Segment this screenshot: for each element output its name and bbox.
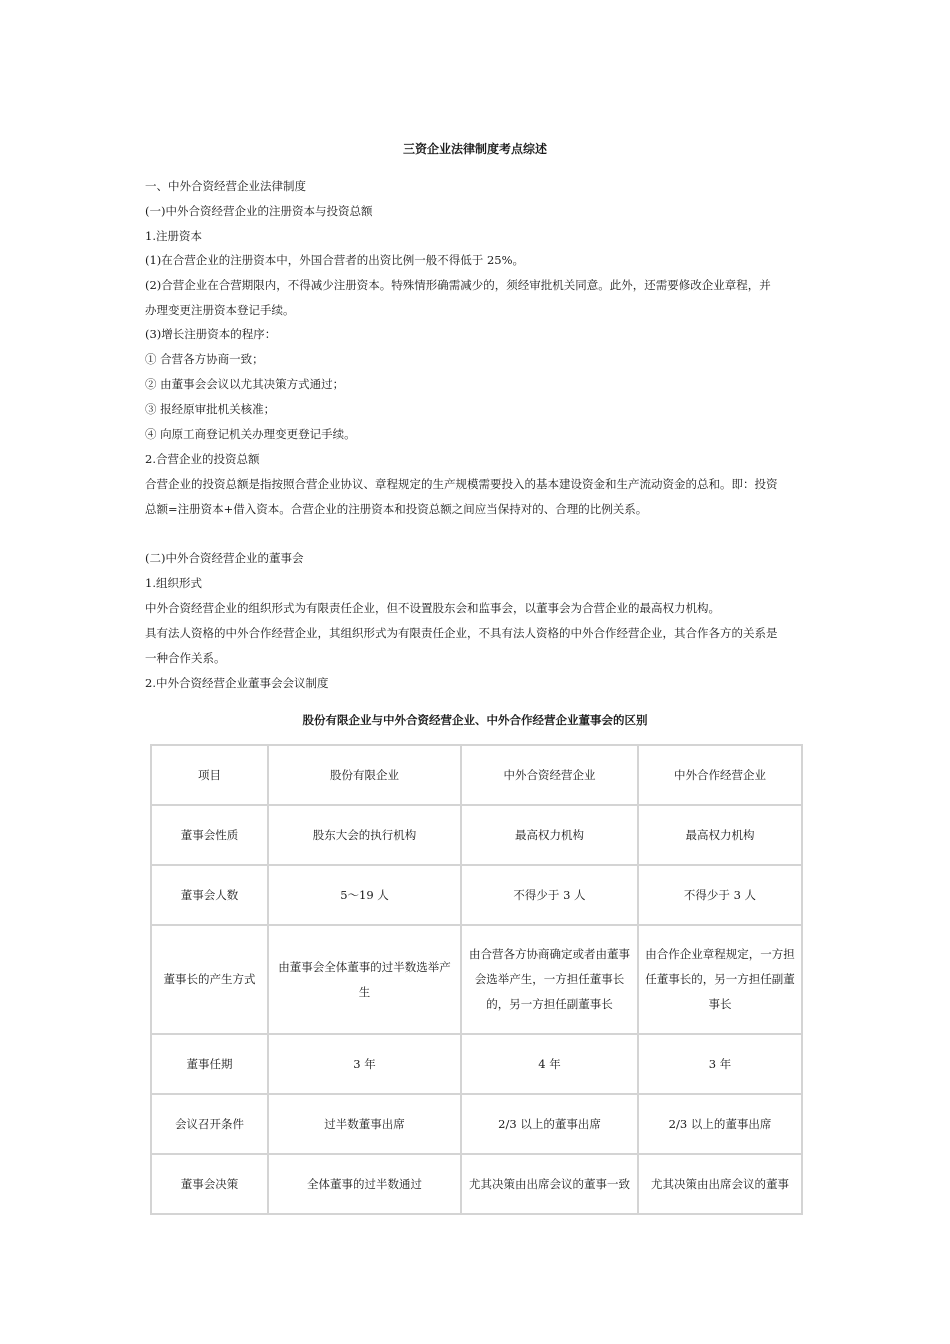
paragraph-line: 一种合作关系。 (145, 651, 226, 665)
row-label-cell: 董事任期 (151, 1034, 268, 1094)
table-cell: 4 年 (461, 1034, 638, 1094)
table-cell: 2/3 以上的董事出席 (638, 1094, 802, 1154)
item-heading: 2.中外合资经营企业董事会会议制度 (145, 676, 329, 690)
table-row (151, 1094, 802, 1154)
paragraph-line: (3)增长注册资本的程序： (145, 327, 277, 341)
table-header-row (151, 745, 802, 805)
paragraph-line: 具有法人资格的中外合作经营企业，其组织形式为有限责任企业，不具有法人资格的中外合作经营企业，其合作各方的关系是 (145, 626, 778, 640)
header-cell: 中外合作经营企业 (638, 745, 802, 805)
table-cell: 全体董事的过半数通过 (268, 1154, 461, 1214)
section-heading: 一、中外合资经营企业法律制度 (145, 179, 306, 193)
header-cell: 项目 (151, 745, 268, 805)
row-label-cell: 董事会决策 (151, 1154, 268, 1214)
table-cell: 不得少于 3 人 (461, 865, 638, 925)
table-cell: 最高权力机构 (461, 805, 638, 865)
header-cell: 股份有限企业 (268, 745, 461, 805)
paragraph-line: 合营企业的投资总额是指按照合营企业协议、章程规定的生产规模需要投入的基本建设资金和生产流动资金的总和。即：投资 (145, 477, 778, 491)
row-label-cell: 董事会人数 (151, 865, 268, 925)
subsection-heading: (二)中外合资经营企业的董事会 (145, 551, 304, 565)
table-cell: 由合作企业章程规定，一方担任董事长的，另一方担任副董事长 (638, 925, 802, 1034)
table-cell: 尤其决策由出席会议的董事 (638, 1154, 802, 1214)
table-cell: 最高权力机构 (638, 805, 802, 865)
comparison-table (150, 744, 803, 1215)
table-cell: 过半数董事出席 (268, 1094, 461, 1154)
paragraph-line: 办理变更注册资本登记手续。 (145, 303, 295, 317)
table-cell: 股东大会的执行机构 (268, 805, 461, 865)
table-row (151, 1154, 802, 1214)
table-cell: 5～19 人 (268, 865, 461, 925)
table-cell: 尤其决策由出席会议的董事一致 (461, 1154, 638, 1214)
table-row (151, 925, 802, 1034)
table-cell: 由合营各方协商确定或者由董事会选举产生，一方担任董事长的，另一方担任副董事长 (461, 925, 638, 1034)
item-heading: 1.组织形式 (145, 576, 202, 590)
table-caption: 股份有限企业与中外合资经营企业、中外合作经营企业董事会的区别 (302, 713, 648, 727)
table-row (151, 805, 802, 865)
paragraph-line: (1)在合营企业的注册资本中，外国合营者的出资比例一般不得低于 25%。 (145, 253, 525, 267)
list-item: ② 由董事会会议以尤其决策方式通过； (145, 377, 345, 391)
document-title: 三资企业法律制度考点综述 (402, 142, 547, 156)
table-cell: 3 年 (638, 1034, 802, 1094)
list-item: ③ 报经原审批机关核准； (145, 402, 276, 416)
header-cell: 中外合资经营企业 (461, 745, 638, 805)
table-cell: 不得少于 3 人 (638, 865, 802, 925)
row-label-cell: 会议召开条件 (151, 1094, 268, 1154)
item-heading: 1.注册资本 (145, 229, 202, 243)
table-cell: 2/3 以上的董事出席 (461, 1094, 638, 1154)
table-row (151, 1034, 802, 1094)
row-label-cell: 董事会性质 (151, 805, 268, 865)
paragraph-line: 总额=注册资本+借入资本。合营企业的注册资本和投资总额之间应当保持对的、合理的比例关系。 (145, 502, 648, 516)
item-heading: 2.合营企业的投资总额 (145, 452, 260, 466)
subsection-heading: (一)中外合资经营企业的注册资本与投资总额 (145, 204, 373, 218)
table-row (151, 865, 802, 925)
paragraph-line: (2)合营企业在合营期限内，不得减少注册资本。特殊情形确需减少的，须经审批机关同意。此外，还需要修改企业章程，并 (145, 278, 771, 292)
list-item: ④ 向原工商登记机关办理变更登记手续。 (145, 427, 356, 441)
table-cell: 由董事会全体董事的过半数选举产生 (268, 925, 461, 1034)
row-label-cell: 董事长的产生方式 (151, 925, 268, 1034)
list-item: ① 合营各方协商一致； (145, 352, 264, 366)
paragraph-line: 中外合资经营企业的组织形式为有限责任企业，但不设置股东会和监事会，以董事会为合营企业的最高权力机构。 (145, 601, 720, 615)
table-cell: 3 年 (268, 1034, 461, 1094)
